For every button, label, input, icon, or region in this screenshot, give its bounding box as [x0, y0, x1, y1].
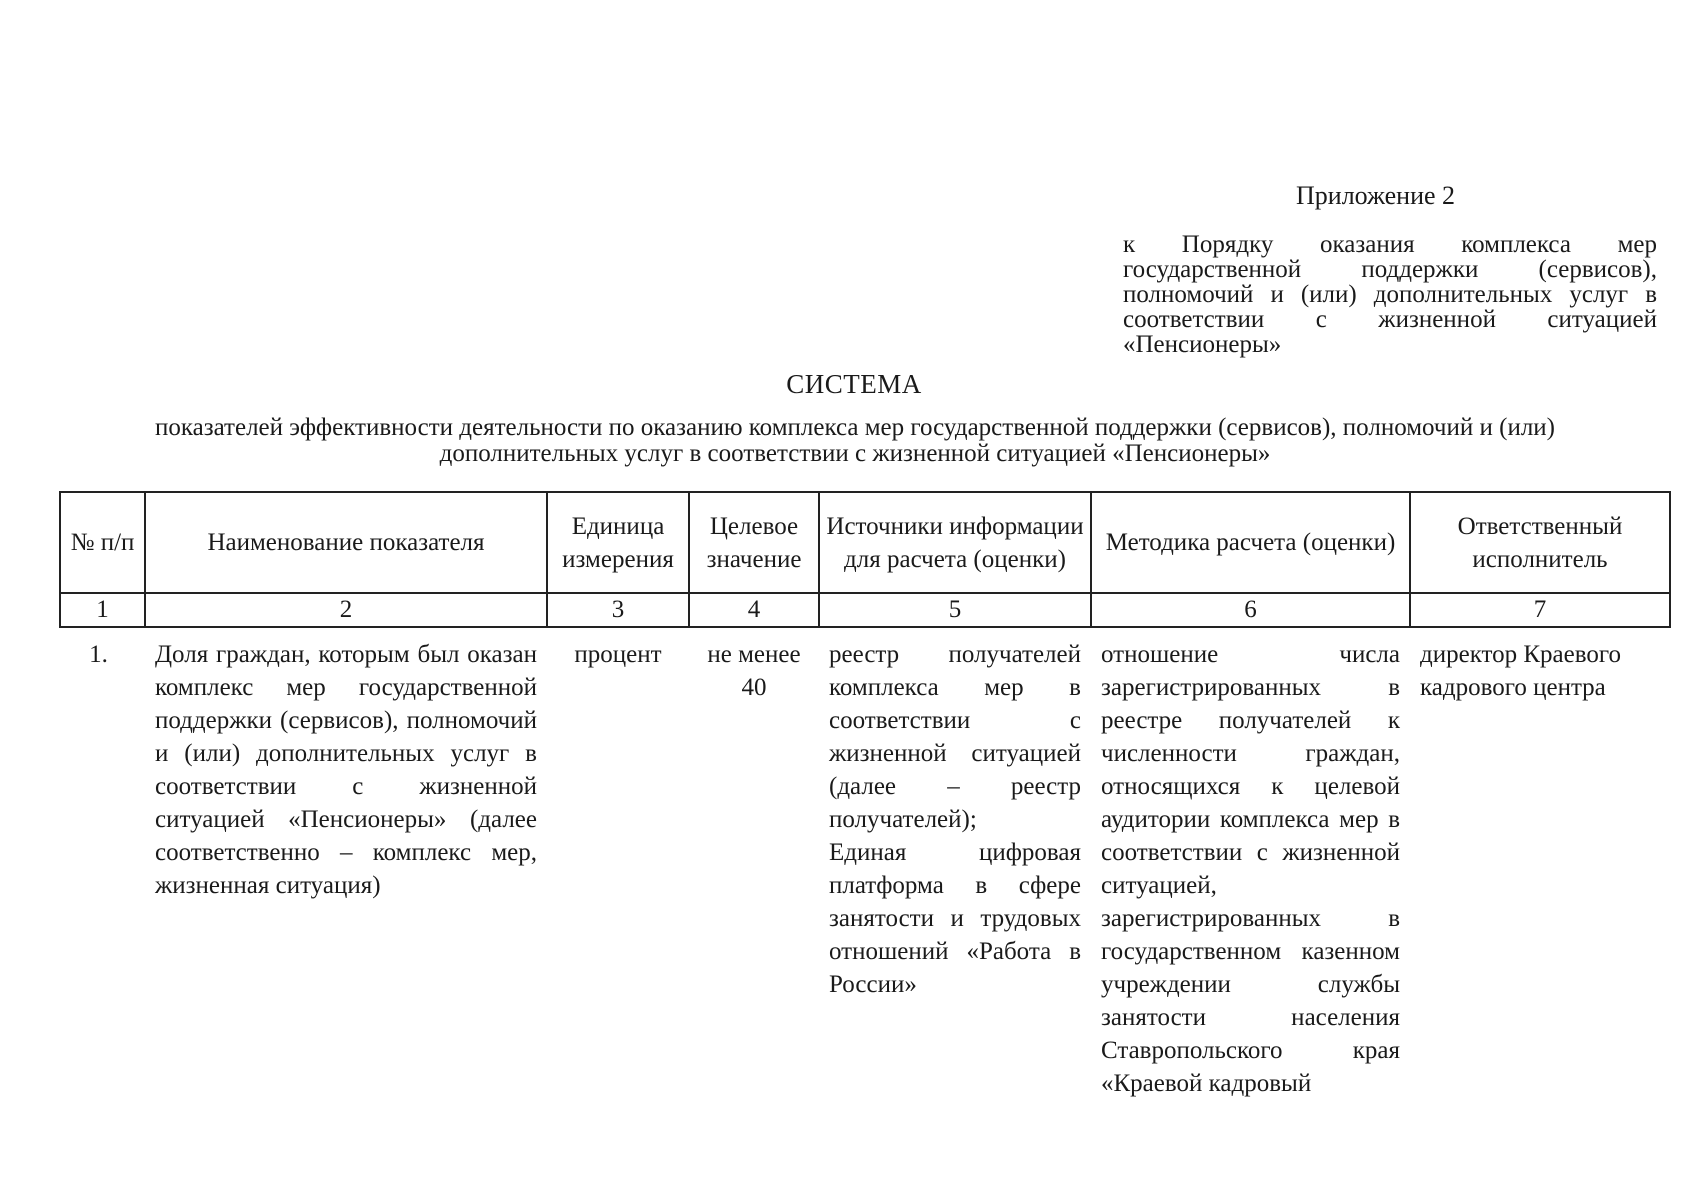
appendix-text: к Порядку оказания комплекса мер государственной поддержки (сервисов), полномочий и (или) дополнительных услуг в соответствии с жизненной ситуацией «Пенсионеры» [1123, 231, 1657, 358]
header-indicator-name: Наименование показателя [145, 492, 547, 593]
row-number: 1. [89, 641, 108, 668]
method-text: отношение числа зарегистрированных в реестре получателей к численности граждан, относящихся к целевой аудитории комплекса мер в соответствии с жизненной ситуацией, зарегистрированных в государственном казенном учреждении службы занятости населения Ставропольского края «Краевой кадровый [1101, 641, 1400, 1097]
header-target-value: Целевое значение [689, 492, 819, 593]
header-number: № п/п [60, 492, 145, 593]
header-sources: Источники информации для расчета (оценки) [819, 492, 1091, 593]
source-item: реестр получателей комплекса мер в соответствии с жизненной ситуацией (далее – реестр получателей); [829, 641, 1081, 833]
header-responsible: Ответственный исполнитель [1410, 492, 1670, 593]
table-header-row [60, 492, 1670, 593]
responsible-executor: директор Краевого кадрового центра [1420, 641, 1621, 701]
document-subtitle: показателей эффективности деятельности по оказанию комплекса мер государственной поддержки (сервисов), полномочий и (или) дополнительных услуг в соответствии с жизненной ситуацией «Пенсионеры» [154, 414, 1555, 467]
column-number: 3 [547, 593, 689, 627]
source-item: Единая цифровая платформа в сфере занятости и трудовых отношений «Работа в России» [829, 839, 1081, 998]
appendix-title: Приложение 2 [1296, 181, 1456, 210]
column-number: 6 [1091, 593, 1410, 627]
column-number: 4 [689, 593, 819, 627]
indicator-name: Доля граждан, которым был оказан комплекс мер государственной поддержки (сервисов), полномочий и (или) дополнительных услуг в соответствии с жизненной ситуацией «Пенсионеры» (далее соответственно – комплекс мер, жизненная ситуация) [155, 641, 537, 899]
header-unit: Единица измерения [547, 492, 689, 593]
sources-cell [819, 627, 1091, 1100]
column-number: 2 [145, 593, 547, 627]
column-number: 7 [1410, 593, 1670, 627]
table-row [60, 627, 1670, 1100]
column-number: 1 [60, 593, 145, 627]
column-number-row [60, 593, 1670, 627]
target-value: не менее 40 [707, 641, 801, 701]
document-title: СИСТЕМА [786, 369, 922, 399]
indicators-table [59, 491, 1671, 1100]
header-method: Методика расчета (оценки) [1091, 492, 1410, 593]
column-number: 5 [819, 593, 1091, 627]
unit-value: процент [574, 641, 662, 668]
